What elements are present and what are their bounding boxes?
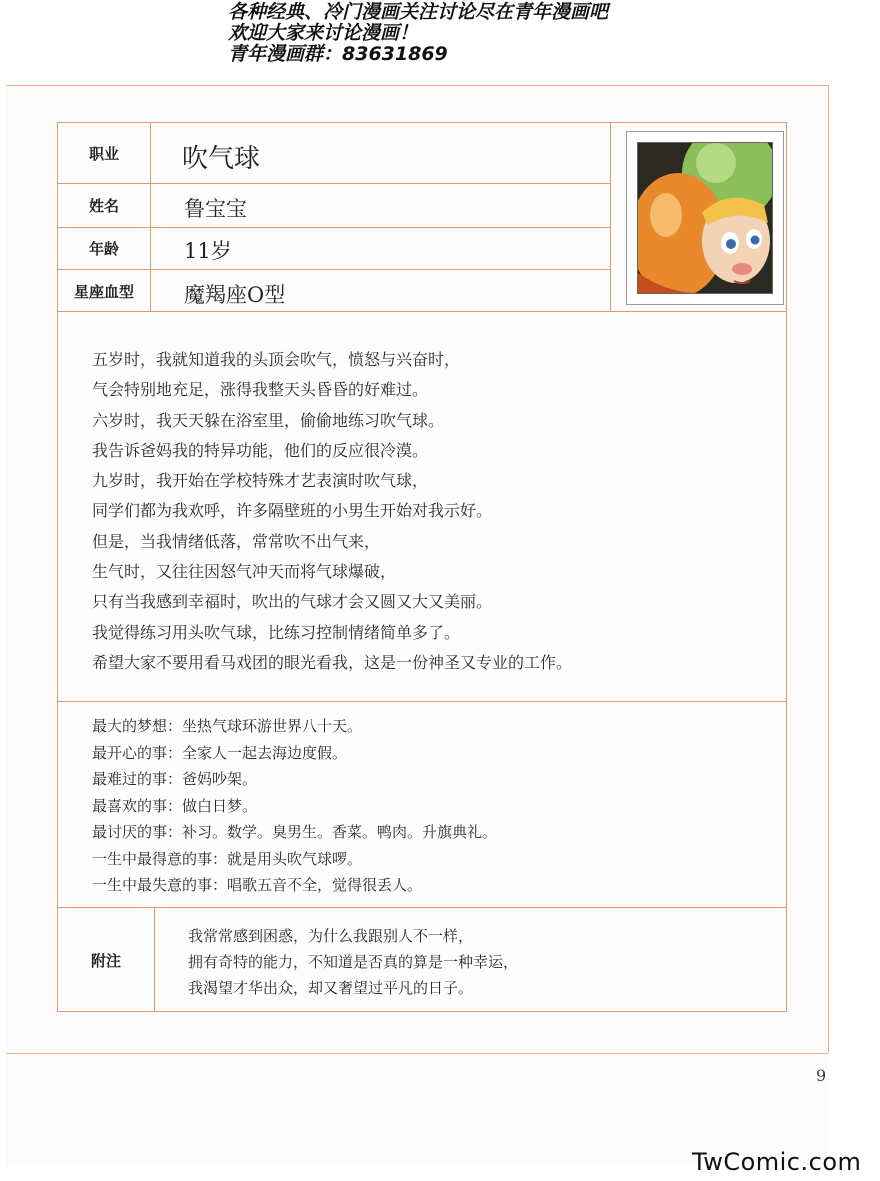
note-line: 拥有奇特的能力，不知道是否真的算是一种幸运， — [188, 953, 519, 971]
occupation-label: 职业 — [88, 145, 119, 163]
header-line-3: 青年漫画群：83631869 — [228, 43, 448, 65]
fact-item: 最讨厌的事：补习。数学。臭男生。香菜。鸭肉。升旗典礼。 — [92, 823, 498, 841]
story-line: 只有当我感到幸福时，吹出的气球才会又圆又大又美丽。 — [92, 592, 493, 612]
age-label: 年龄 — [88, 240, 119, 258]
note-label: 附注 — [90, 952, 121, 970]
fact-item: 最难过的事：爸妈吵架。 — [92, 770, 258, 788]
story-line: 但是，当我情绪低落，常常吹不出气来， — [92, 531, 381, 551]
facts-list — [92, 713, 772, 899]
story-line: 九岁时，我开始在学校特殊才艺表演时吹气球， — [92, 471, 429, 491]
note-line: 我常常感到困惑，为什么我跟别人不一样， — [188, 927, 474, 945]
story-line: 生气时，又往往因怒气冲天而将气球爆破， — [92, 562, 397, 582]
divider — [58, 907, 786, 908]
divider — [58, 183, 610, 184]
story-line: 我告诉爸妈我的特异功能，他们的反应很冷漠。 — [92, 440, 429, 460]
site-watermark: TwComic.com — [692, 1148, 862, 1176]
page-rule-bottom — [6, 1053, 828, 1054]
sign-label: 星座血型 — [73, 283, 134, 301]
story-line: 希望大家不要用看马戏团的眼光看我，这是一份神圣又专业的工作。 — [92, 652, 573, 672]
name-value: 鲁宝宝 — [184, 197, 247, 221]
divider — [58, 227, 610, 228]
fact-item: 最大的梦想：坐热气球环游世界八十天。 — [92, 717, 363, 735]
note-line: 我渴望才华出众，却又奢望过平凡的日子。 — [188, 979, 474, 997]
portrait-frame — [626, 131, 784, 305]
fact-item: 一生中最得意的事：就是用头吹气球啰。 — [92, 849, 363, 868]
fact-item: 最喜欢的事：做白日梦。 — [92, 796, 258, 815]
sign-value: 魔羯座O型 — [184, 283, 286, 307]
portrait-illustration — [637, 142, 773, 294]
divider — [58, 269, 610, 270]
story-text — [92, 345, 772, 678]
fact-item: 一生中最失意的事：唱歌五音不全，觉得很丢人。 — [92, 876, 423, 894]
divider — [154, 907, 155, 1011]
story-line: 我觉得练习用头吹气球，比练习控制情绪简单多了。 — [92, 622, 461, 642]
page-rule-right — [828, 85, 829, 1053]
occupation-value: 吹气球 — [182, 144, 261, 174]
fact-item: 最开心的事：全家人一起去海边度假。 — [92, 743, 348, 762]
story-line: 六岁时，我天天躲在浴室里，偷偷地练习吹气球。 — [92, 410, 445, 430]
story-line: 气会特别地充足，涨得我整天头昏昏的好难过。 — [92, 380, 429, 400]
page-rule-top — [6, 85, 828, 86]
divider — [610, 123, 611, 311]
divider — [58, 701, 786, 702]
age-value: 11岁 — [184, 239, 232, 263]
header-line-2: 欢迎大家来讨论漫画！ — [228, 22, 419, 44]
page-number: 9 — [816, 1066, 827, 1085]
header-line-1: 各种经典、冷门漫画关注讨论尽在青年漫画吧 — [228, 1, 609, 23]
profile-card — [57, 122, 787, 1012]
portrait-image — [638, 143, 772, 293]
story-line: 同学们都为我欢呼，许多隔壁班的小男生开始对我示好。 — [92, 501, 493, 521]
divider — [150, 123, 151, 311]
name-label: 姓名 — [88, 197, 119, 215]
divider — [58, 311, 786, 312]
header-banner — [228, 2, 748, 65]
note-text — [188, 923, 748, 1001]
story-line: 五岁时，我就知道我的头顶会吹气，愤怒与兴奋时， — [92, 350, 461, 369]
